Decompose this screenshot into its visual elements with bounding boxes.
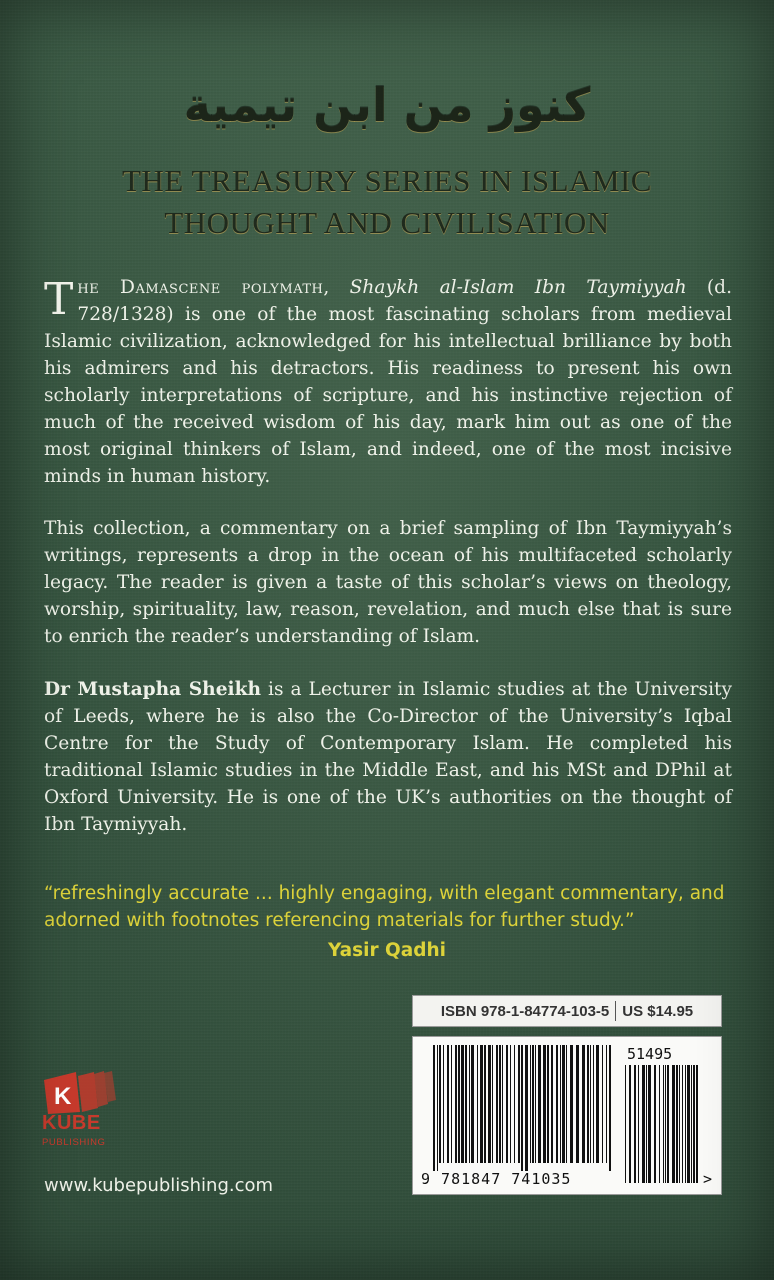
kube-logo-icon	[42, 1068, 122, 1114]
barcode-digits: 9 781847 741035	[421, 1170, 572, 1188]
publisher-website: www.kubepublishing.com	[44, 1175, 274, 1196]
author-bio	[44, 676, 732, 838]
isbn-number: ISBN 978-1-84774-103-5	[440, 1002, 610, 1020]
blurb-comma: ,	[323, 277, 330, 298]
series-title	[0, 160, 774, 244]
blurb-paragraph-1-text: (d. 728/1328) is one of the most fascinating scholars from medieval Islamic civilization, acknowledged for his intellectual brilliance by both his admirers and his detractors. His readiness to present his own scholarly interpretations of scripture, and his instinctive rejection of much of the received wisdom of his day, mark him out as one of the most original thinkers of Islam, and indeed, one of the most incisive minds in human history.	[44, 277, 732, 487]
isbn-price-box	[412, 995, 722, 1027]
series-title-line-1: THE TREASURY SERIES IN ISLAMIC	[122, 163, 652, 198]
endorsement-author: Yasir Qadhi	[327, 940, 447, 961]
publisher-subtitle: PUBLISHING	[42, 1137, 106, 1148]
barcode-quiet-zone-marker: >	[703, 1170, 713, 1188]
blurb-paragraph-1	[44, 274, 732, 490]
author-bio-text: is a Lecturer in Islamic studies at the University of Leeds, where he is also the Co-Director of the University’s Iqbal Centre for the Study of Contemporary Islam. He completed his traditional Islamic studies in the Middle East, and his MSt and DPhil at Oxford University. He is one of the UK’s authorities on the thought of Ibn Taymiyyah.	[44, 679, 733, 835]
author-name: Dr Mustapha Sheikh	[44, 679, 262, 700]
blurb-paragraph-2: This collection, a commentary on a brief sampling of Ibn Taymiyyah’s writings, represents a drop in the ocean of his multifaceted scholarly legacy. The reader is given a taste of this scholar’s views on theology, worship, spirituality, law, reason, revelation, and much else that is sure to enrich the reader’s understanding of Islam.	[44, 518, 732, 647]
isbn-divider	[615, 1001, 616, 1021]
barcode-addon-number: 51495	[627, 1045, 673, 1063]
endorsement-quote: “refreshingly accurate ... highly engaging, with elegant commentary, and adorned with footnotes referencing materials for further study.”	[44, 883, 725, 931]
arabic-series-title: كنوز من ابن تيمية	[183, 78, 591, 132]
price-label: US $14.95	[622, 1002, 694, 1020]
blurb-subject-name: Shaykh al-Islam Ibn Taymiyyah	[349, 277, 687, 298]
logo-letter: K	[54, 1083, 72, 1110]
blurb-smallcaps-lead: he Damascene polymath	[77, 277, 324, 298]
drop-cap: T	[44, 274, 74, 325]
barcode	[412, 1036, 722, 1195]
series-title-line-2: THOUGHT AND CIVILISATION	[164, 205, 610, 240]
publisher-name: KUBE	[42, 1112, 101, 1134]
